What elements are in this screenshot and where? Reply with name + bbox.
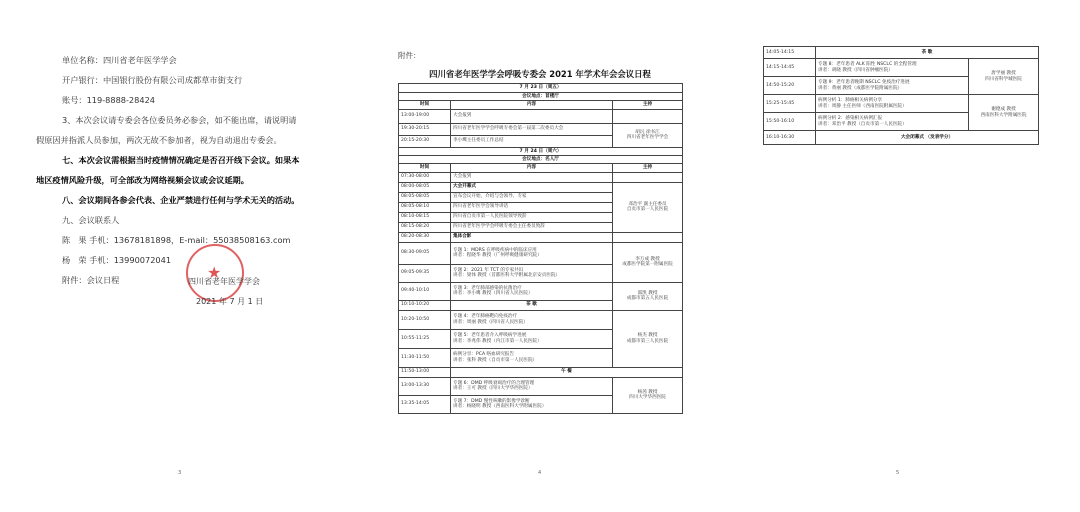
text-line: 单位名称：四川省老年医学学会 <box>62 55 177 65</box>
talk-speaker: 讲者：梁体 教授（首都医科大学附属北京安贞医院） <box>453 273 561 278</box>
time-cell: 08:05-08:10 <box>399 202 451 212</box>
time-cell: 07:30-08:00 <box>399 172 451 182</box>
schedule-table <box>398 83 683 414</box>
break-cell: 茶 歇 <box>451 300 613 310</box>
talk-title: 专题 8：老年患者 ALK 阳性 NSCLC 的全程管理 <box>818 62 917 67</box>
content-cell: 四川省老年医学学会呼吸专委会主任委员致辞 <box>451 222 613 232</box>
time-cell: 08:30-09:05 <box>399 242 451 264</box>
talk-title: 专题 1：MDRS 在呼吸疾病中的临床应用 <box>453 247 537 253</box>
talk-speaker: 讲者：李小鹰 教授（四川省人民医院） <box>453 291 533 296</box>
empty-cell <box>613 109 683 123</box>
page-number: 3 <box>178 470 182 476</box>
talk-title: 专题 9：老年患者晚期 NSCLC 免疫治疗进展 <box>818 80 910 85</box>
talk-speaker: 讲者：王可 教授（四川大学华西医院） <box>453 386 533 391</box>
text-line: 账号：119-8888-28424 <box>62 95 155 105</box>
talk-title: 专题 2：2021 年 TCT 的专家共识 <box>453 267 524 273</box>
content-cell <box>451 310 613 329</box>
talk-speaker: 讲者：黄丽 教授（成都医学院附属医院） <box>818 85 903 91</box>
talk-title: 专题 6：DMD 呼吸衰竭治疗的合理管理 <box>453 380 535 386</box>
seal-star-icon: ★ <box>207 263 222 282</box>
host-cell: 唐学丽 教授 四川省科学城医院 <box>969 59 1039 95</box>
content-cell: 大会开幕式 <box>451 182 613 192</box>
talk-speaker: 讲者：杨晓明 教授（西南医科大学附属医院） <box>453 404 547 409</box>
time-cell: 10:20-10:50 <box>399 310 451 329</box>
content-cell: 四川省老年医学会领导讲话 <box>451 202 613 212</box>
content-cell: 大会报到 <box>451 172 613 182</box>
time-cell: 13:35-14:05 <box>399 395 451 413</box>
host-cell: 胡沅 徐书江 四川省老年医学学会 <box>613 123 683 147</box>
talk-title: 专题 5：老年患者介入呼吸病学进展 <box>453 333 527 338</box>
attachment-label: 附件： <box>398 51 421 60</box>
time-cell: 08:10-08:15 <box>399 212 451 222</box>
page-number: 4 <box>538 470 542 476</box>
venue-header: 会议地点：首楼厅 <box>399 93 683 101</box>
col-header-time: 时间 <box>399 101 451 110</box>
signature-block <box>188 272 263 312</box>
col-header-time: 时间 <box>399 164 451 173</box>
bold-line: 八、会议期间各参会代表、企业严禁进行任何与学术无关的活动。 <box>62 195 300 205</box>
contact-line: 陈 果 手机：13678181898，E-mail：55038508163.com <box>62 235 291 245</box>
time-cell: 13:00-19:00 <box>399 109 451 123</box>
content-cell <box>451 395 613 413</box>
bold-line: 七、本次会议需根据当时疫情情况确定是否召开线下会议。如果本 <box>62 155 300 165</box>
time-cell: 09:05-09:35 <box>399 264 451 282</box>
time-cell: 11:50-13:00 <box>399 367 451 377</box>
talk-speaker: 讲者：程晓华 教授（广州呼吸健康研究院） <box>453 253 542 258</box>
content-cell <box>451 242 613 264</box>
time-cell: 08:15-08:20 <box>399 222 451 232</box>
time-cell: 13:00-13:30 <box>399 377 451 395</box>
time-cell: 14:05-14:15 <box>764 47 816 59</box>
break-cell: 茶 歇 <box>816 47 1039 59</box>
host-cell: 谢德成 教授 西南医科大学附属医院 <box>969 95 1039 131</box>
text-line: 开户银行：中国银行股份有限公司成都草市街支行 <box>62 75 243 85</box>
host-cell: 李万成 教授 成都医学院第一附属医院 <box>613 242 683 282</box>
talk-speaker: 讲者：周丽 教授（四川省人民医院） <box>453 319 528 325</box>
content-cell <box>451 329 613 348</box>
col-header-host: 主持 <box>613 164 683 173</box>
day-header: 7 月 24 日（周六） <box>399 147 683 156</box>
time-cell: 11:30-11:50 <box>399 348 451 367</box>
time-cell: 09:40-10:10 <box>399 282 451 300</box>
content-cell: 宣布会议开始，介绍与会领导、专家 <box>451 192 613 202</box>
document-page-3 <box>720 0 1080 512</box>
text-line: 假原因并指派人员参加，两次无故不参加者，视为自动退出专委会。 <box>36 135 282 145</box>
talk-title: 专题 7：DMD 慢性咳嗽的影像学诊断 <box>453 398 530 404</box>
closing-cell: 大会闭幕式 （发表学分） <box>816 131 1039 145</box>
talk-speaker: 讲者：张科 教授（自贡市第一人民医院） <box>453 357 538 363</box>
talk-title: 专题 4：老年肺癌靶向免疫治疗 <box>453 314 518 319</box>
content-cell: 四川省自贡市第一人民医院领导致辞 <box>451 212 613 222</box>
content-cell <box>451 377 613 395</box>
schedule-table-continued <box>763 46 1039 145</box>
talk-title: 病例分享：PCA 咯血研究报告 <box>453 352 515 357</box>
text-line: 3、本次会议请专委会各位委员务必参会，如不能出席，请说明请 <box>62 115 297 125</box>
time-cell: 08:20-08:30 <box>399 232 451 242</box>
col-header-content: 内容 <box>451 101 613 110</box>
talk-speaker: 讲者：李兆伟 教授（内江市第一人民医院） <box>453 338 542 344</box>
content-cell: 李小鹰主任委员工作总结 <box>451 135 613 147</box>
content-cell: 四川省老年医学学会呼吸专委会第一届第二次委员大会 <box>451 123 613 135</box>
contact-line: 杨 荣 手机：13990072041 <box>62 255 172 265</box>
time-cell: 08:00-08:05 <box>399 182 451 192</box>
host-cell: 邵凯 教授 成都市第五人民医院 <box>613 282 683 310</box>
content-cell <box>816 77 969 95</box>
attachment-note: 附件：会议日程 <box>62 275 120 285</box>
contact-heading: 九、会议联系人 <box>62 215 120 225</box>
time-cell: 16:10-16:30 <box>764 131 816 145</box>
document-page-2 <box>360 0 720 512</box>
empty-cell <box>613 172 683 182</box>
host-cell: 杨茜 教授 四川大学华西医院 <box>613 377 683 413</box>
content-cell <box>816 95 969 113</box>
empty-cell <box>613 232 683 242</box>
signature-org: 四川省老年医学学会 <box>188 277 260 286</box>
time-cell: 10:10-10:20 <box>399 300 451 310</box>
day-header: 7 月 23 日（周五） <box>399 84 683 93</box>
host-cell: 邓治平 副主任委员 自贡市第一人民医院 <box>613 182 683 232</box>
document-page-1 <box>0 0 360 512</box>
talk-speaker: 讲者：周静 主任医师（西南医院附属医院） <box>818 103 907 109</box>
col-header-content: 内容 <box>451 164 613 173</box>
bold-line: 地区疫情风险升级，可全部改为网络视频会议或会议延期。 <box>36 175 249 185</box>
content-cell <box>451 348 613 367</box>
page-number: 5 <box>896 470 900 476</box>
time-cell: 10:55-11:25 <box>399 329 451 348</box>
talk-title: 病例分析 2：感染相关病例汇报 <box>818 116 883 121</box>
content-cell: 大会报到 <box>451 109 613 123</box>
content-cell <box>451 264 613 282</box>
talk-title: 专题 3：老年肺部感染的抗菌治疗 <box>453 285 522 291</box>
talk-title: 病例分析 1：肺癌相关病例分享 <box>818 98 883 103</box>
time-cell: 15:25-15:45 <box>764 95 816 113</box>
col-header-host: 主持 <box>613 101 683 110</box>
time-cell: 15:50-16:10 <box>764 113 816 131</box>
content-cell <box>816 59 969 77</box>
talk-speaker: 讲者：邓治平 教授（自贡市第一人民医院） <box>818 121 907 127</box>
host-cell: 杨杰 教授 成都市第三人民医院 <box>613 310 683 367</box>
lunch-cell: 午 餐 <box>451 367 683 377</box>
time-cell: 20:15-20:30 <box>399 135 451 147</box>
time-cell: 14:50-15:20 <box>764 77 816 95</box>
time-cell: 14:15-14:45 <box>764 59 816 77</box>
time-cell: 19:30-20:15 <box>399 123 451 135</box>
time-cell: 08:05-08:05 <box>399 192 451 202</box>
signature-date: 2021 年 7 月 1 日 <box>196 297 264 306</box>
content-cell <box>816 113 969 131</box>
schedule-title: 四川省老年医学学会呼吸专委会 2021 年学术年会会议日程 <box>429 69 651 79</box>
talk-speaker: 讲者：胡晓 教授（四川省肿瘤医院） <box>818 67 893 73</box>
content-cell: 集体合影 <box>451 232 613 242</box>
venue-header: 会议地点：名人厅 <box>399 156 683 164</box>
content-cell <box>451 282 613 300</box>
